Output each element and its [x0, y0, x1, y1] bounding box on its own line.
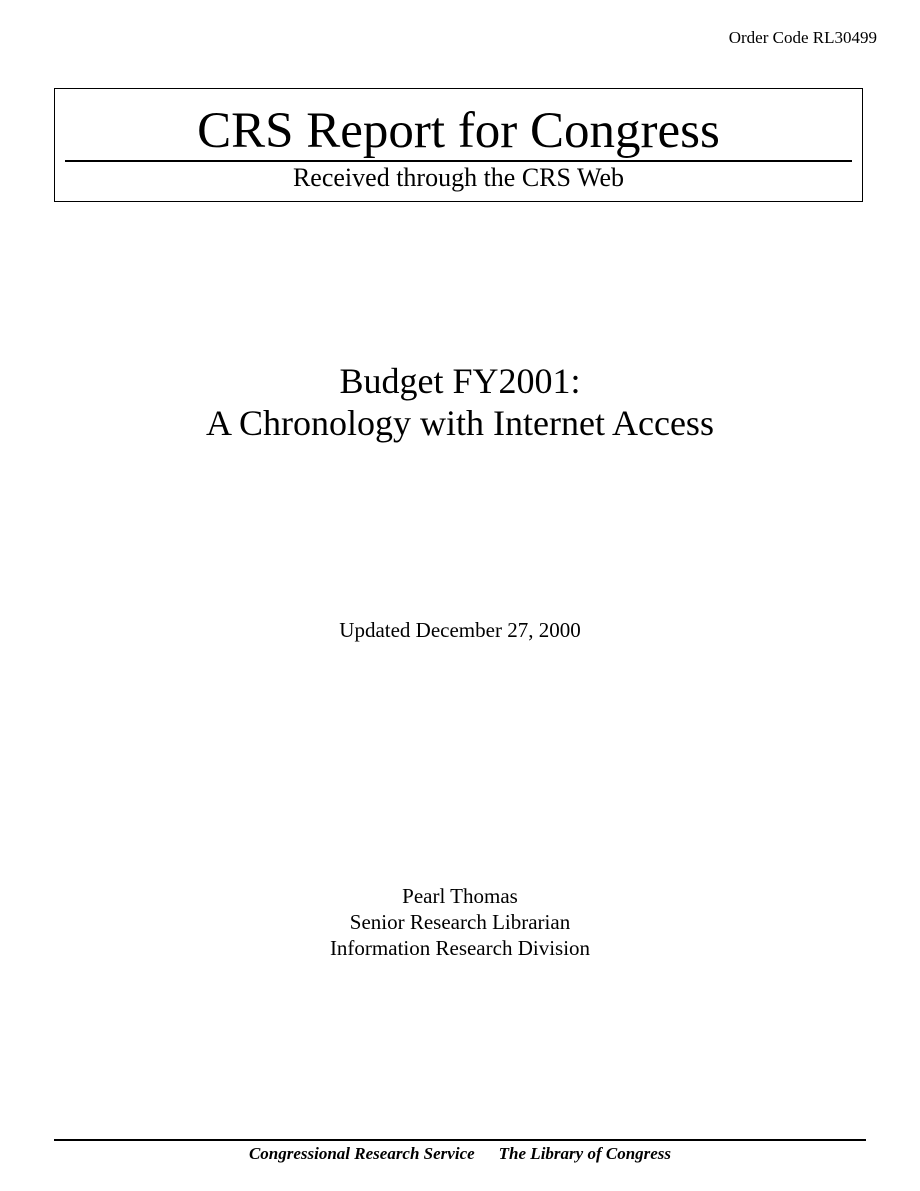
- author-name: Pearl Thomas: [402, 884, 518, 908]
- footer-divider: [54, 1139, 866, 1141]
- report-title-line-1: Budget FY2001:: [339, 361, 581, 401]
- header-divider: [65, 160, 852, 162]
- author-division: Information Research Division: [329, 936, 591, 960]
- footer-organization: Congressional Research Service: [248, 1144, 475, 1163]
- header-title: CRS Report for Congress: [197, 103, 720, 159]
- author-position: Senior Research Librarian: [349, 910, 571, 934]
- report-title: [0, 360, 920, 444]
- footer-library: The Library of Congress: [498, 1144, 672, 1163]
- report-title-line-2: A Chronology with Internet Access: [206, 403, 714, 443]
- footer: [0, 1144, 920, 1164]
- updated-date: Updated December 27, 2000: [339, 618, 581, 642]
- author-block: [0, 883, 920, 961]
- order-code: Order Code RL30499: [728, 28, 877, 47]
- report-header-box: [54, 88, 863, 202]
- header-subtitle: Received through the CRS Web: [292, 163, 625, 192]
